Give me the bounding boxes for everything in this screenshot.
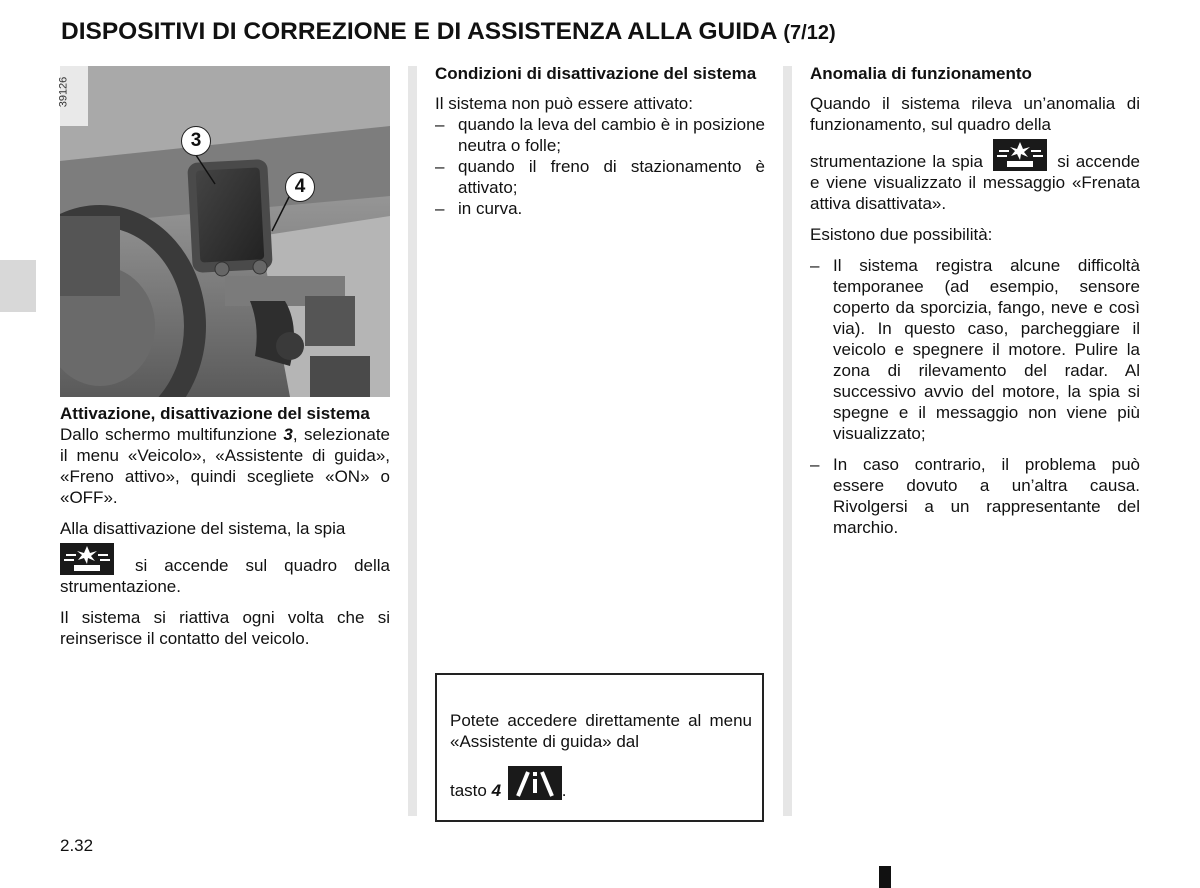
dashboard-photo <box>57 66 390 397</box>
page-title <box>61 18 1161 46</box>
column-malfunction <box>810 63 1140 538</box>
callout-4: 4 <box>285 172 315 202</box>
ref-3: 3 <box>283 425 293 444</box>
malfunction-text-2: strumentazione la spia si accende e viene visualizzato il messaggio «Frenata attiva disattivata». <box>810 139 1140 214</box>
active-emergency-braking-warning-icon <box>993 139 1047 171</box>
reactivation-text: Il sistema si riattiva ogni volta che si reinserisce il contatto del veicolo. <box>60 608 390 648</box>
column-activation <box>60 403 390 649</box>
condition-item: – quando il freno di stazionamento è attivato; <box>435 157 765 197</box>
possibility-item: – Il sistema registra alcune difficoltà temporanee (ad esempio, sensore coperto da sporcizia, fango, neve e così via). In questo caso, parcheggiare il veicolo e spegnere il motore. Pulire la zona di rilevamento del radar. Al successivo avvio del motore, la spia si spegne e il messaggio non viene più visualizzato; <box>810 256 1140 443</box>
deactivation-warning-text-2: si accende sul quadro della strumentazione. <box>60 543 390 597</box>
possibilities-intro: Esistono due possibilità: <box>810 225 993 244</box>
activation-instructions: Dallo schermo multifunzione 3, selezionate il menu «Veicolo», «Assistente di guida», «Freno attivo», quindi scegliete «ON» o «OFF». <box>60 425 390 507</box>
driving-assistance-key-icon <box>508 766 562 800</box>
condition-item: – in curva. <box>435 199 523 218</box>
malfunction-text: Quando il sistema rileva un’anomalia di funzionamento, sul quadro della <box>810 94 1140 134</box>
column-divider-right <box>783 66 792 816</box>
malfunction-heading: Anomalia di funzionamento <box>810 64 1032 83</box>
conditions-heading: Condizioni di disattivazione del sistema <box>435 64 757 83</box>
possibility-item: – In caso contrario, il problema può essere dovuto a un’altra causa. Rivolgersi a un rappresentante del marchio. <box>810 455 1140 537</box>
page-edge-mark <box>879 866 891 888</box>
conditions-intro: Il sistema non può essere attivato: <box>435 94 693 113</box>
page-number: 2.32 <box>60 836 94 855</box>
info-box <box>435 673 764 822</box>
callout-3: 3 <box>181 126 211 156</box>
deactivation-warning-text: Alla disattivazione del sistema, la spia <box>60 519 346 538</box>
info-box-key-line: tasto 4 . <box>450 766 752 801</box>
title-text: DISPOSITIVI DI CORREZIONE E DI ASSISTENZA ALLA GUIDA <box>61 18 777 45</box>
column-deactivation-conditions <box>435 63 765 219</box>
active-emergency-braking-warning-icon <box>60 543 114 575</box>
activation-heading: Attivazione, disattivazione del sistema <box>60 404 370 423</box>
condition-item: – quando la leva del cambio è in posizione neutra o folle; <box>435 115 765 155</box>
info-box-text: Potete accedere direttamente al menu «Assistente di guida» dal tasto 4 . <box>450 711 752 800</box>
photo-reference-code: 39126 <box>57 76 70 108</box>
page-range: (7/12) <box>783 22 836 44</box>
ref-4: 4 <box>491 781 502 800</box>
section-tab <box>0 260 36 312</box>
column-divider-left <box>408 66 417 816</box>
